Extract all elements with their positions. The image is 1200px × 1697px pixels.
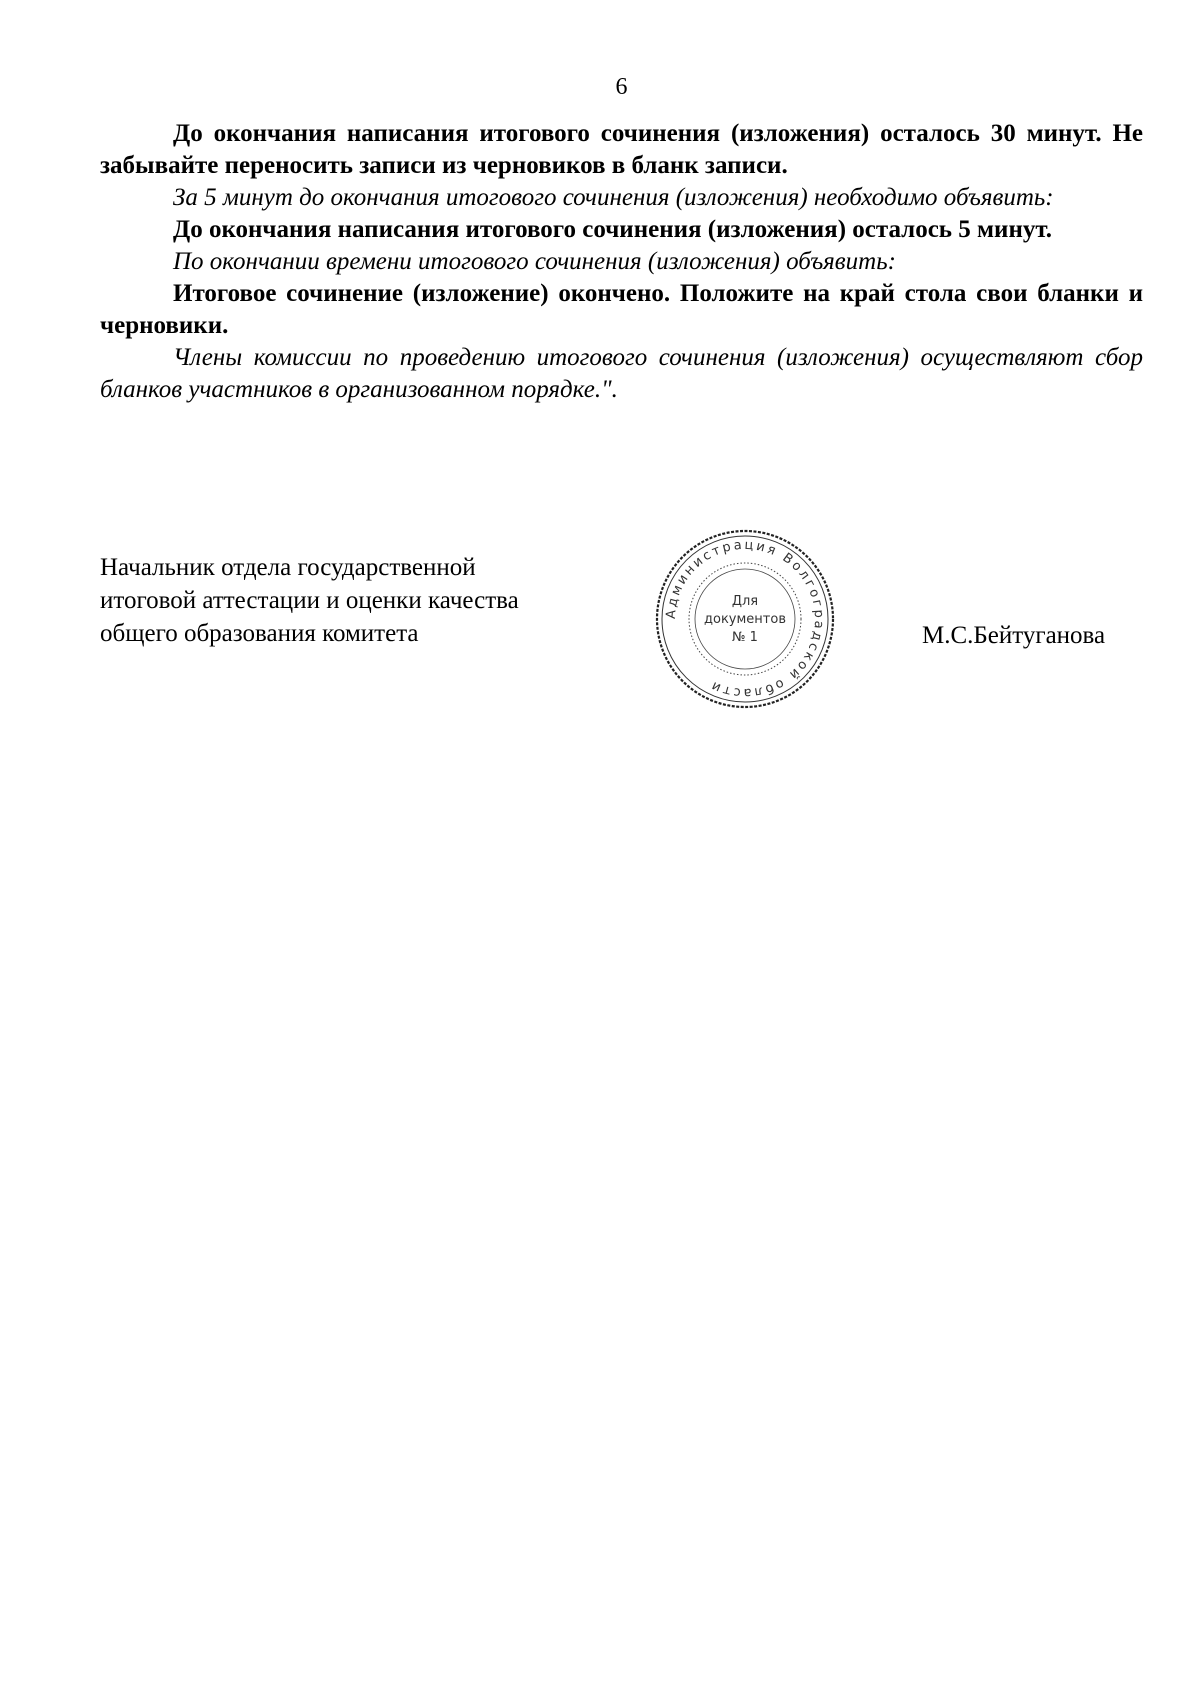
signatory-title-line: Начальник отдела государственной <box>100 554 476 581</box>
page-number: 6 <box>615 74 628 100</box>
instruction-end-of-time: По окончании времени итогового сочинения (изложения) объявить: <box>173 248 896 275</box>
document-body <box>100 118 1143 406</box>
announcement-30-minutes: До окончания написания итогового сочинения (изложения) осталось 30 минут. Не забывайте переносить записи из черновиков в бланк записи. <box>100 120 1143 179</box>
seal-center-line: документов <box>704 612 786 627</box>
instruction-collect-forms: Члены комиссии по проведению итогового сочинения (изложения) осуществляют сбор бланков участников в организованном порядке.". <box>100 344 1143 403</box>
seal-graphic <box>654 528 836 710</box>
announcement-5-minutes: До окончания написания итогового сочинения (изложения) осталось 5 минут. <box>173 216 1053 243</box>
signatory-title-line: итоговой аттестации и оценки качества <box>100 587 519 614</box>
seal-outer-text: Администрация Волгоградской области <box>663 537 827 701</box>
official-seal <box>654 528 836 710</box>
instruction-5-minutes: За 5 минут до окончания итогового сочинения (изложения) необходимо объявить: <box>173 184 1054 211</box>
signatory-title <box>100 551 519 650</box>
seal-center-line: Для <box>731 594 759 609</box>
seal-center-line: № 1 <box>732 630 758 645</box>
signatory-title-line: общего образования комитета <box>100 620 419 647</box>
announcement-finished: Итоговое сочинение (изложение) окончено. Положите на край стола свои бланки и черновики. <box>100 280 1143 339</box>
signatory-name: М.С.Бейтуганова <box>922 622 1106 649</box>
